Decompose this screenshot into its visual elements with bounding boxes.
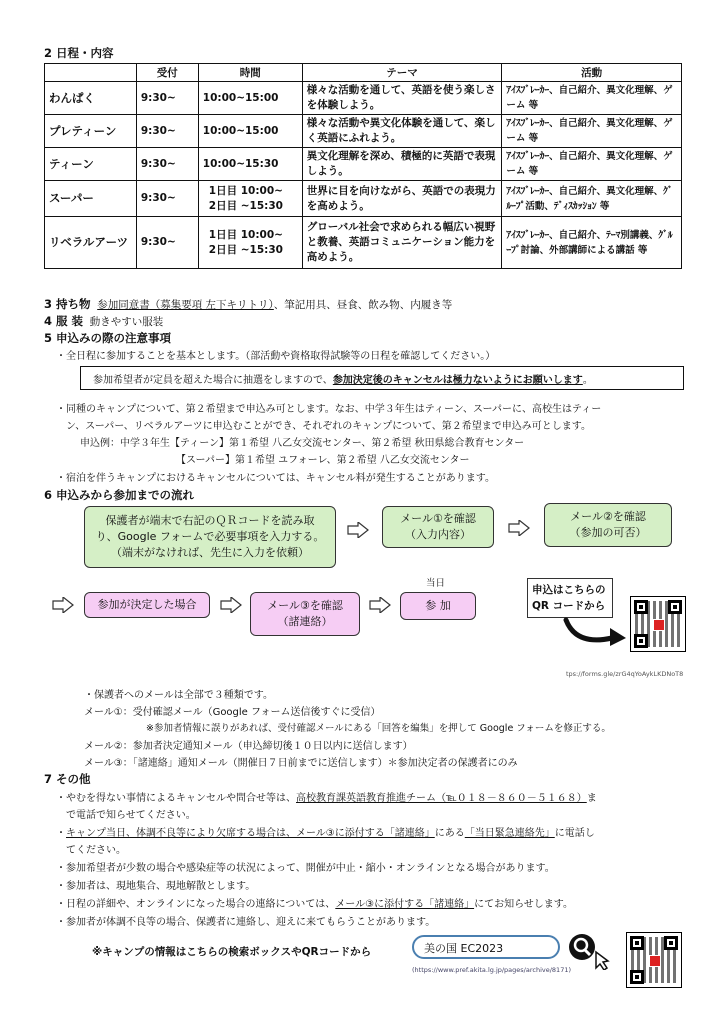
section6-heading: 6 申込みから参加までの流れ bbox=[44, 488, 195, 502]
schedule-table bbox=[44, 63, 682, 269]
qr-finder bbox=[634, 600, 648, 614]
theme-cell: 様々な活動を通して、英語を使う楽しさを体験しよう。 bbox=[302, 82, 502, 115]
time-line: 1日目 10:00~ bbox=[208, 228, 283, 241]
mail3-attachment: メール③に添付する「諸連絡」 bbox=[296, 828, 435, 839]
cancel-warning: 参加決定後のキャンセルは極力ないようにお願いします bbox=[332, 375, 583, 386]
flow-step3-line2: （参加の可否） bbox=[569, 526, 647, 539]
flow-step3-line1: メール②を確認 bbox=[570, 510, 646, 523]
flow-step-mail2 bbox=[544, 503, 672, 547]
mail-line3: ※参加者情報に誤りがあれば、受付確認メールにある「回答を編集」を押して Google フォームを修正する。 bbox=[146, 723, 611, 734]
other-line1-text: ・やむを得ない事情によるキャンセルや問合せ等は、 bbox=[56, 793, 296, 804]
uketsuke-cell: 9:30~ bbox=[136, 217, 198, 269]
course-cell: ティーン bbox=[45, 148, 137, 181]
qr-logo bbox=[653, 619, 665, 631]
flow-arrow-icon bbox=[347, 522, 369, 538]
search-box-text: 美の国 EC2023 bbox=[424, 942, 504, 955]
activity-cell: ｱｲｽﾌﾞﾚｰｶｰ、自己紹介、異文化理解、ゲーム 等 bbox=[502, 148, 682, 181]
qr-callout-line2: QR コードから bbox=[532, 600, 606, 612]
flow-step5-line2: （諸連絡） bbox=[277, 615, 333, 628]
theme-cell: 異文化理解を深め、積極的に英語で表現しよう。 bbox=[302, 148, 502, 181]
flow-arrow-icon bbox=[220, 597, 242, 613]
notice-line2: ・同種のキャンプについて、第２希望まで申込み可とします。なお、中学３年生はティーン、スーパーに、高校生はティー bbox=[56, 404, 602, 415]
time-cell bbox=[198, 115, 302, 148]
table-row bbox=[45, 82, 682, 115]
flow-step-qr-input bbox=[84, 506, 336, 568]
course-cell: スーパー bbox=[45, 181, 137, 217]
qr-finder bbox=[634, 634, 648, 648]
header-theme: テーマ bbox=[302, 64, 502, 82]
course-cell: わんぱく bbox=[45, 82, 137, 115]
other-line7 bbox=[56, 895, 573, 910]
flow-step1-line2: り、Google フォームで必要事項を入力する。 bbox=[95, 530, 325, 543]
time-line: 10:00~15:00 bbox=[202, 91, 279, 104]
course-cell: プレティーン bbox=[45, 115, 137, 148]
flow-step2-line2: （入力内容） bbox=[405, 528, 471, 541]
notice-line1: ・全日程に参加することを基本とします。（部活動や資格取得試験等の日程を確認してください。） bbox=[56, 351, 496, 362]
other-line3 bbox=[56, 824, 595, 839]
other-line8: ・参加者が体調不良等の場合、保護者に連絡し、迎えに来てもらうことがあります。 bbox=[56, 917, 436, 928]
uketsuke-cell: 9:30~ bbox=[136, 181, 198, 217]
flow-arrow-icon bbox=[508, 520, 530, 536]
time-line: 2日目 ~15:30 bbox=[208, 243, 283, 256]
header-time: 時間 bbox=[198, 64, 302, 82]
flow-step5-line1: メール③を確認 bbox=[267, 599, 343, 612]
uketsuke-cell: 9:30~ bbox=[136, 148, 198, 181]
table-header-row bbox=[45, 64, 682, 82]
other-line7-end: にてお知らせします。 bbox=[474, 899, 573, 910]
other-line1 bbox=[56, 789, 597, 804]
other-line4: てください。 bbox=[66, 845, 126, 856]
course-cell: リベラルアーツ bbox=[45, 217, 137, 269]
time-cell bbox=[198, 148, 302, 181]
other-line5: ・参加希望者が少数の場合や感染症等の状況によって、開催が中止・縮小・オンラインとなる場合があります。 bbox=[56, 863, 555, 874]
qr-finder bbox=[630, 970, 644, 984]
theme-cell: 世界に目を向けながら、英語での表現力を高めよう。 bbox=[302, 181, 502, 217]
activity-cell: ｱｲｽﾌﾞﾚｰｶｰ、自己紹介、異文化理解、ｸﾞﾙｰﾌﾟ活動、ﾃﾞｨｽｶｯｼｮﾝ 等 bbox=[502, 181, 682, 217]
time-line: 1日目 10:00~ bbox=[208, 184, 283, 197]
form-url[interactable]: tps://forms.gle/zrG4qYoAykLKDNoT8 bbox=[566, 670, 684, 678]
lottery-note-end: 。 bbox=[582, 375, 593, 386]
flow-step-mail1 bbox=[382, 506, 494, 548]
belongings-rest: 、筆記用具、昼食、飲み物、内履き等 bbox=[273, 299, 453, 311]
flow-step-participate bbox=[400, 592, 476, 620]
flow-step1-line3: （端末がなければ、先生に入力を依頼） bbox=[111, 546, 309, 559]
header-activity: 活動 bbox=[502, 64, 682, 82]
curved-arrow-icon bbox=[560, 616, 630, 650]
section7-heading: 7 その他 bbox=[44, 772, 91, 786]
footer-note: ※キャンプの情報はこちらの検索ボックスやQRコードから bbox=[92, 946, 372, 958]
other-line7-text: ・日程の詳細や、オンラインになった場合の連絡については、 bbox=[56, 899, 336, 910]
uketsuke-cell: 9:30~ bbox=[136, 115, 198, 148]
consent-form-item: 参加同意書（募集要項 左下キリトリ） bbox=[97, 299, 274, 311]
section2-heading: 2 日程・内容 bbox=[44, 46, 114, 60]
qr-callout-line1: 申込はこちらの bbox=[532, 584, 606, 596]
lottery-note-box bbox=[80, 366, 684, 390]
section3-line bbox=[44, 296, 452, 312]
section3-heading: 3 持ち物 bbox=[44, 297, 91, 311]
qr-finder bbox=[664, 936, 678, 950]
mail-line2: メール①：受付確認メール（Google フォーム送信後すぐに受信） bbox=[84, 707, 381, 718]
qr-callout bbox=[527, 578, 613, 618]
time-cell bbox=[198, 217, 302, 269]
section4-line bbox=[44, 313, 163, 329]
other-line3-bullet: ・ bbox=[56, 828, 66, 839]
other-line6: ・参加者は、現地集合、現地解散とします。 bbox=[56, 881, 256, 892]
flow-step-decided bbox=[84, 592, 210, 618]
qr-finder bbox=[668, 600, 682, 614]
flow-step1-line1: 保護者が端末で右記のＱＲコードを読み取 bbox=[105, 514, 315, 527]
table-row bbox=[45, 115, 682, 148]
qr-finder bbox=[630, 936, 644, 950]
flow-arrow-icon bbox=[369, 597, 391, 613]
notice-line6: ・宿泊を伴うキャンプにおけるキャンセルについては、キャンセル料が発生することがあります。 bbox=[56, 473, 495, 484]
qr-code-form[interactable] bbox=[630, 596, 686, 652]
other-line2: で電話で知らせてください。 bbox=[66, 810, 196, 821]
time-cell bbox=[198, 82, 302, 115]
event-day-label: 当日 bbox=[426, 578, 446, 589]
table-row bbox=[45, 181, 682, 217]
time-line: 2日目 ~15:30 bbox=[208, 199, 283, 212]
qr-code-camp-info[interactable] bbox=[626, 932, 682, 988]
flow-step6-label: 参 加 bbox=[425, 599, 451, 612]
table-row bbox=[45, 148, 682, 181]
activity-cell: ｱｲｽﾌﾞﾚｰｶｰ、自己紹介、異文化理解、ゲーム 等 bbox=[502, 82, 682, 115]
flow-step4-label: 参加が決定した場合 bbox=[97, 598, 197, 611]
flow-step2-line1: メール①を確認 bbox=[400, 512, 476, 525]
mail-line4: メール②：参加者決定通知メール（申込締切後１０日以内に送信します） bbox=[84, 741, 413, 752]
table-row bbox=[45, 217, 682, 269]
uketsuke-cell: 9:30~ bbox=[136, 82, 198, 115]
emergency-contact: 「当日緊急連絡先」 bbox=[464, 828, 555, 839]
section5-heading: 5 申込みの際の注意事項 bbox=[44, 331, 172, 345]
qr-logo bbox=[649, 955, 661, 967]
lottery-note-text: 参加希望者が定員を超えた場合に抽選をしますので、 bbox=[93, 375, 333, 386]
flow-step-mail3 bbox=[250, 592, 360, 636]
absence-note: キャンプ当日、体調不良等により欠席する場合は、 bbox=[66, 828, 296, 839]
flow-arrow-icon bbox=[52, 597, 74, 613]
activity-cell: ｱｲｽﾌﾞﾚｰｶｰ、自己紹介、ﾃｰﾏ別講義、ｸﾞﾙｰﾌﾟ討論、外部講師による講話 等 bbox=[502, 217, 682, 269]
mail-line1: ・保護者へのメールは全部で３種類です。 bbox=[84, 690, 273, 701]
search-icon[interactable] bbox=[566, 932, 616, 970]
search-box[interactable] bbox=[412, 935, 560, 959]
header-course bbox=[45, 64, 137, 82]
clothing-text: 動きやすい服装 bbox=[89, 316, 164, 328]
other-line1-end: ま bbox=[586, 793, 597, 804]
time-cell bbox=[198, 181, 302, 217]
prefecture-url[interactable]: (https://www.pref.akita.lg.jp/pages/archive/8171) bbox=[412, 966, 571, 974]
contact-team: 高校教育課英語教育推進チーム（℡０１８－８６０－５１６８） bbox=[296, 793, 587, 804]
activity-cell: ｱｲｽﾌﾞﾚｰｶｰ、自己紹介、異文化理解、ゲーム 等 bbox=[502, 115, 682, 148]
notice-line3: ン、スーパー、リベラルアーツに申込むことができ、それぞれのキャンプについて、第２希望まで申込み可とします。 bbox=[66, 421, 591, 432]
mail3-attachment: メール③に添付する「諸連絡」 bbox=[335, 899, 475, 910]
mail-line5: メール③：「諸連絡」通知メール（開催日７日前までに送信します）＊参加決定者の保護者にのみ bbox=[84, 758, 518, 769]
time-line: 10:00~15:00 bbox=[202, 124, 279, 137]
notice-example2: 【スーパー】第１希望 ユフォーレ、第２希望 八乙女交流センター bbox=[176, 455, 470, 466]
time-line: 10:00~15:30 bbox=[202, 157, 279, 170]
header-uketsuke: 受付 bbox=[136, 64, 198, 82]
notice-example1: 申込例：中学３年生【ティーン】第１希望 八乙女交流センター、第２希望 秋田県総合教育センター bbox=[80, 438, 525, 449]
other-line3-mid: にある bbox=[434, 828, 465, 839]
other-line3-end: に電話し bbox=[554, 828, 595, 839]
theme-cell: グローバル社会で求められる幅広い視野と教養、英語コミュニケーション能力を高めよう。 bbox=[302, 217, 502, 269]
section4-heading: 4 服 装 bbox=[44, 314, 84, 328]
theme-cell: 様々な活動や異文化体験を通して、楽しく英語にふれよう。 bbox=[302, 115, 502, 148]
